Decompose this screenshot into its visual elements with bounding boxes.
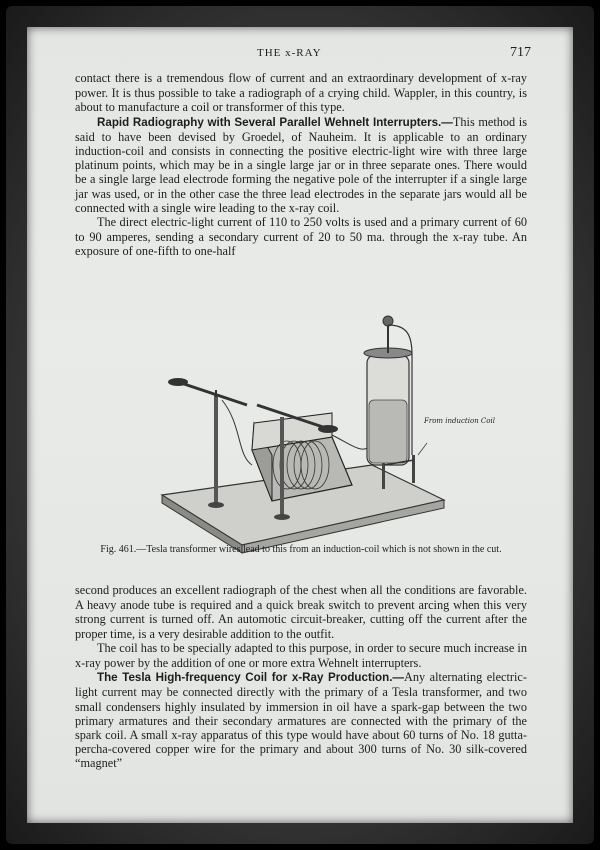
left-post-foot [208, 502, 224, 508]
page-number: 717 [510, 45, 531, 60]
paragraph [75, 215, 527, 259]
right-handle [318, 425, 338, 433]
paragraph [75, 670, 527, 770]
paragraph-text: contact there is a tremendous flow of current and an extraordinary development of x-ray power. It is thus possible to take a radiograph of a crying child. Wappler, in this country, is about to manufacture a coil or transformer of this type. [75, 71, 527, 115]
paragraph-text: This method is said to have been devised by Groedel, of Nauheim. It is applicable to an ordinary induction-coil and consists in connecting the positive electric-light wire with three large platinum points, which may be in a single large jar or in three separate ones. There would be a single large lead electrode forming the negative pole of the interrupter if a single large jar was used, or in the other case the three lead electrodes in the separate jars would all be connected with a single wire leading to the x-ray coil. [75, 114, 527, 215]
section-heading: Rapid Radiography with Several Parallel Wehnelt Interrupters.— [97, 115, 453, 129]
figure-caption: Fig. 461.—Tesla transformer wires lead to this from an induction-coil which is not shown in the cut. [100, 544, 502, 555]
paragraph [75, 583, 527, 641]
right-post [280, 417, 284, 517]
wire [222, 400, 252, 465]
wire [332, 435, 372, 449]
paragraph-text: second produces an excellent radiograph of the chest when all the conditions are favorable. A heavy anode tube is required and a quick break switch to prevent arcing when this very strong current is turned off. An automotic circuit-breaker, cutting off the current after the proper time, is a very desirable addition to the outfit. [75, 583, 527, 641]
paragraph-text: The coil has to be specially adapted to this purpose, in order to secure much increase in x-ray power by the addition of one or more extra Wehnelt interrupters. [75, 640, 527, 671]
book-page [27, 27, 573, 823]
paragraph [75, 641, 527, 670]
running-title: THE x-RAY [257, 47, 322, 59]
paragraph [75, 115, 527, 215]
left-post [214, 395, 218, 505]
right-post-foot [274, 514, 290, 520]
spark-gap-post [412, 455, 415, 483]
spark-gap-post [382, 463, 385, 489]
paragraph-text: Any alternating electric-light current may be connected directly with the primary of a Tesla transformer, and two small condensers highly insulated by immersion in oil have a spark-gap between the two primary armatures and their secondary armatures are connected with the primary of the spark coil. A small x-ray apparatus of this type would have about 60 turns of No. 18 gutta-percha-covered copper wire for the primary and about 300 turns of No. 30 silk-covered “magnet” [75, 670, 527, 771]
bottom-text-block [75, 583, 527, 771]
leyden-jar-foil [369, 400, 407, 463]
paragraph [75, 71, 527, 115]
page-header [27, 47, 573, 63]
paragraph-text: The direct electric-light current of 110 to 250 volts is used and a primary current of 60 to 90 amperes, sending a secondary current of 20 to 50 ma. through the x-ray tube. An exposure of one-fifth to one-half [75, 215, 527, 259]
handwritten-annotation: From induction Coil [424, 417, 495, 425]
left-handle [168, 378, 188, 386]
tesla-apparatus-illustration [122, 305, 495, 545]
top-text-block [75, 71, 527, 259]
section-heading: The Tesla High-frequency Coil for x-Ray Production.— [97, 671, 405, 685]
